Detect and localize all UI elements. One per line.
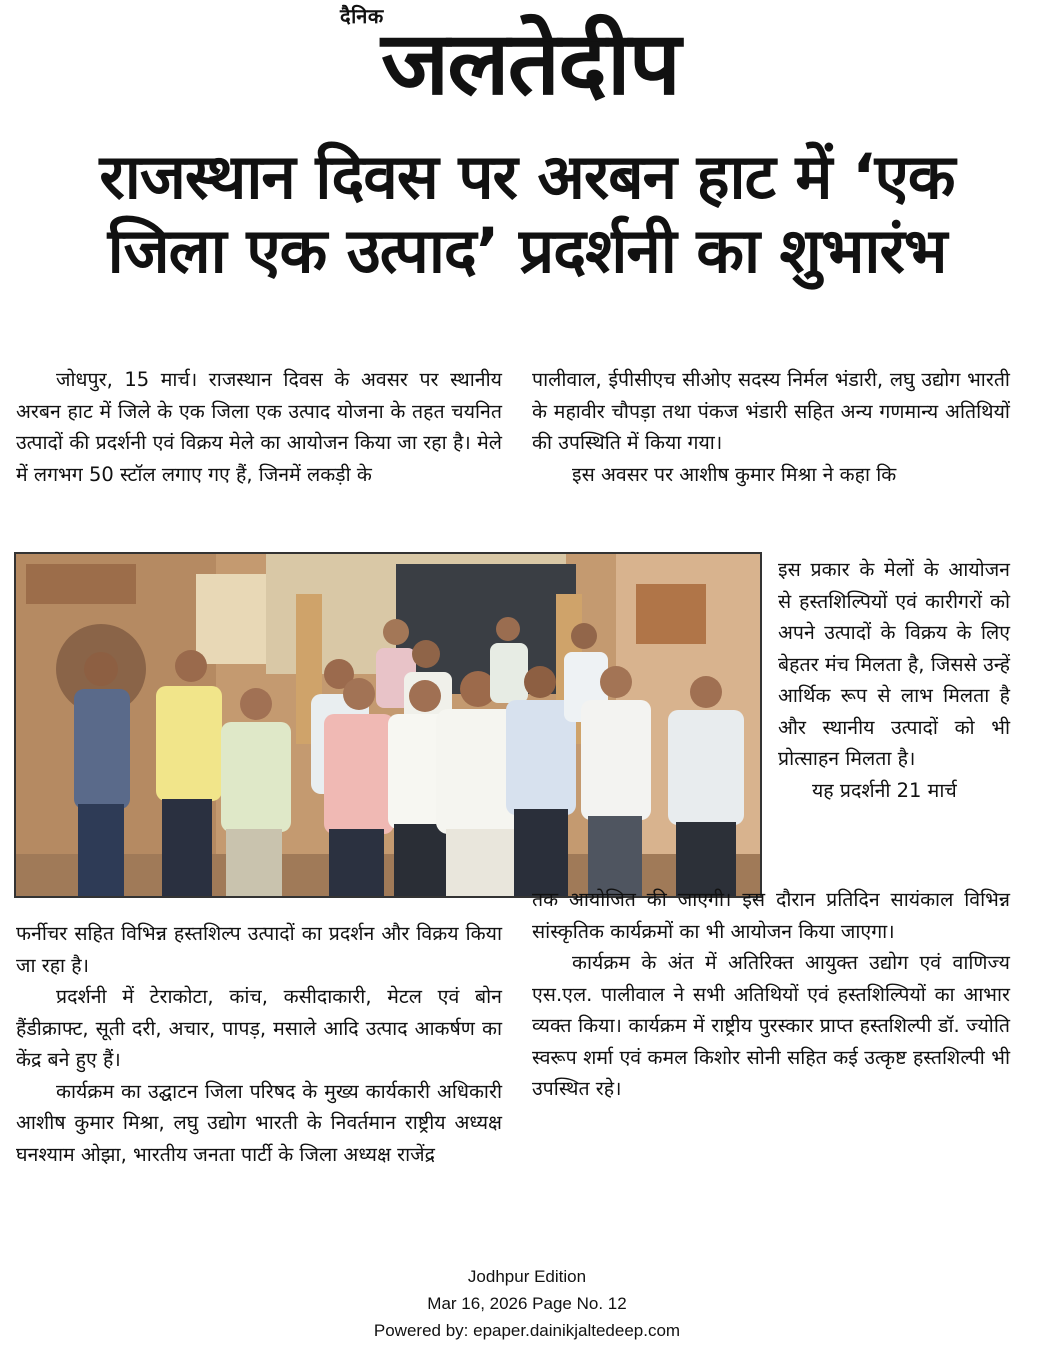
- article-paragraph: पालीवाल, ईपीसीएच सीओए सदस्य निर्मल भंडारी, लघु उद्योग भारती के महावीर चौपड़ा तथा पंकज भंडारी सहित अन्य गणमान्य अतिथियों की उपस्थिति में किया गया।: [532, 368, 1010, 454]
- footer-edition: Jodhpur Edition: [467, 1267, 587, 1286]
- article-paragraph: इस प्रकार के मेलों के आयोजन से हस्तशिल्पियों एवं कारीगरों को अपने उत्पादों के विक्रय के लिए बेहतर मंच मिलता है, जिससे उन्हें आर्थिक रूप से लाभ मिलता है और स्थानीय उत्पादों को भी प्रोत्साहन मिलता है।: [778, 558, 1010, 770]
- article-paragraph: कार्यक्रम के अंत में अतिरिक्त आयुक्त उद्योग एवं वाणिज्य एस.एल. पालीवाल ने सभी अतिथियों एवं हस्तशिल्पियों का आभार व्यक्त किया। कार्यक्रम में राष्ट्रीय पुरस्कार प्राप्त हस्तशिल्पी डॉ. ज्योति स्वरूप शर्मा एवं कमल किशोर सोनी सहित कई उत्कृष्ट हस्तशिल्पी भी उपस्थित रहे।: [532, 951, 1010, 1100]
- headline-line-2: जिला एक उत्पाद’ प्रदर्शनी का शुभारंभ: [107, 214, 947, 287]
- masthead-small-label: दैनिक: [340, 4, 384, 28]
- article-column-left-top: [16, 364, 502, 490]
- article-paragraph: यह प्रदर्शनी 21 मार्च: [812, 778, 957, 802]
- news-photo: [14, 552, 762, 898]
- masthead: [0, 0, 1054, 140]
- article-column-right-bottom: [532, 884, 1010, 1105]
- footer: [0, 1263, 1054, 1344]
- article-paragraph: इस अवसर पर आशीष कुमार मिश्रा ने कहा कि: [572, 462, 897, 486]
- article-paragraph: फर्नीचर सहित विभिन्न हस्तशिल्प उत्पादों का प्रदर्शन और विक्रय किया जा रहा है।: [16, 922, 502, 977]
- group-photo-illustration: [16, 554, 762, 898]
- article-paragraph: तक आयोजित की जाएगी। इस दौरान प्रतिदिन सायंकाल विभिन्न सांस्कृतिक कार्यक्रमों का भी आयोजन किया जाएगा।: [532, 888, 1010, 943]
- article-paragraph: प्रदर्शनी में टेराकोटा, कांच, कसीदाकारी, मेटल एवं बोन हैंडीक्राफ्ट, सूती दरी, अचार, पापड़, मसाले आदि उत्पाद आकर्षण का केंद्र बने हुए हैं।: [16, 985, 502, 1071]
- headline: [20, 140, 1034, 288]
- article-paragraph: जोधपुर, 15 मार्च। राजस्थान दिवस के अवसर पर स्थानीय अरबन हाट में जिले के एक जिला एक उत्पाद योजना के तहत चयनित उत्पादों की प्रदर्शनी एवं विक्रय मेले का आयोजन किया जा रहा है। मेले में लगभग 50 स्टॉल लगाए गए हैं, जिनमें लकड़ी के: [16, 368, 502, 486]
- footer-powered-by: Powered by: epaper.dainikjaltedeep.com: [373, 1321, 681, 1340]
- headline-line-1: राजस्थान दिवस पर अरबन हाट में ‘एक: [99, 140, 955, 213]
- masthead-title: जलतेदीप: [380, 12, 680, 115]
- article-column-right-mid: [778, 554, 1010, 806]
- article-column-left-bottom: [16, 918, 502, 1170]
- footer-date-page: Mar 16, 2026 Page No. 12: [427, 1294, 627, 1313]
- article-column-right-top: [532, 364, 1010, 490]
- article-paragraph: कार्यक्रम का उद्घाटन जिला परिषद के मुख्य कार्यकारी अधिकारी आशीष कुमार मिश्रा, लघु उद्योग भारती के निवर्तमान राष्ट्रीय अध्यक्ष घनश्याम ओझा, भारतीय जनता पार्टी के जिला अध्यक्ष राजेंद्र: [16, 1079, 502, 1166]
